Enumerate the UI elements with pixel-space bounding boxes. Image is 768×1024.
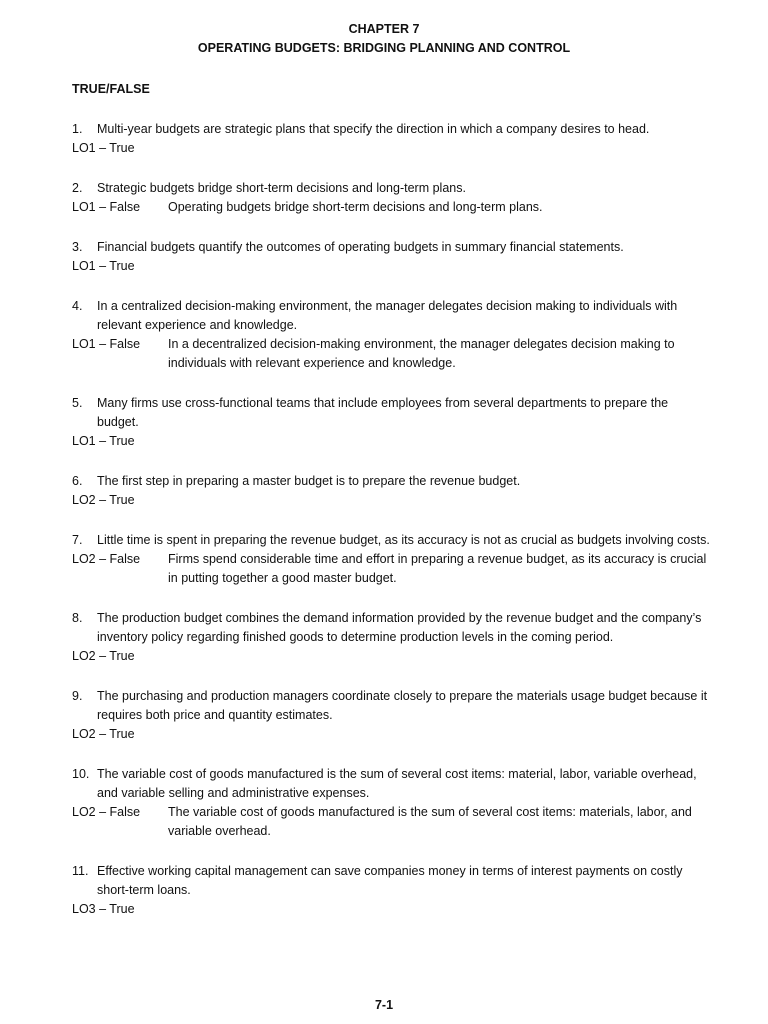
question-text: The first step in preparing a master budget is to prepare the revenue budget. — [97, 474, 521, 488]
question-item-2 — [72, 179, 712, 217]
question-text: Little time is spent in preparing the revenue budget, as its accuracy is not as crucial as budgets involving costs. — [97, 533, 710, 547]
question-item-1 — [72, 120, 712, 158]
section-heading: TRUE/FALSE — [72, 82, 150, 96]
question-text: The variable cost of goods manufactured is the sum of several cost items: material, labor, variable overhead, and variable selling and administrative expenses. — [97, 767, 697, 800]
question-text: The purchasing and production managers coordinate closely to prepare the materials usage budget because it requires both price and quantity estimates. — [97, 689, 708, 722]
question-item-11 — [72, 862, 712, 919]
question-text: Multi-year budgets are strategic plans that specify the direction in which a company desires to head. — [97, 122, 650, 136]
answer-explanation: Operating budgets bridge short-term decisions and long-term plans. — [168, 200, 543, 214]
question-number: 8. — [72, 611, 83, 625]
question-text: Effective working capital management can save companies money in terms of interest payments on costly short-term loans. — [97, 864, 683, 897]
answer-label: LO2 – False — [72, 805, 141, 819]
question-item-8 — [72, 609, 712, 666]
answer-label: LO1 – False — [72, 337, 141, 351]
question-text: Many firms use cross-functional teams that include employees from several departments to prepare the budget. — [97, 396, 669, 429]
question-number: 6. — [72, 474, 83, 488]
chapter-title: OPERATING BUDGETS: BRIDGING PLANNING AND CONTROL — [197, 41, 571, 55]
question-number: 10. — [72, 767, 90, 781]
question-text: Strategic budgets bridge short-term decisions and long-term plans. — [97, 181, 466, 195]
chapter-header — [0, 20, 768, 58]
question-item-9 — [72, 687, 712, 744]
question-number: 4. — [72, 299, 83, 313]
question-item-7 — [72, 531, 712, 588]
answer-label: LO2 – False — [72, 552, 141, 566]
question-item-3 — [72, 238, 712, 276]
question-number: 9. — [72, 689, 83, 703]
answer-label: LO1 – True — [72, 141, 135, 155]
answer-explanation: In a decentralized decision-making environment, the manager delegates decision making to individuals with relevant experience and knowledge. — [168, 337, 675, 370]
question-text: In a centralized decision-making environment, the manager delegates decision making to individuals with relevant experience and knowledge. — [97, 299, 678, 332]
chapter-number: CHAPTER 7 — [348, 22, 420, 36]
question-item-10 — [72, 765, 712, 841]
answer-label: LO1 – False — [72, 200, 141, 214]
question-number: 2. — [72, 181, 83, 195]
answer-explanation: The variable cost of goods manufactured is the sum of several cost items: materials, labor, and variable overhead. — [168, 805, 692, 838]
answer-label: LO1 – True — [72, 434, 135, 448]
answer-explanation: Firms spend considerable time and effort in preparing a revenue budget, as its accuracy is crucial in putting together a good master budget. — [168, 552, 707, 585]
question-number: 5. — [72, 396, 83, 410]
answer-label: LO2 – True — [72, 727, 135, 741]
question-number: 3. — [72, 240, 83, 254]
question-item-4 — [72, 297, 712, 373]
question-item-5 — [72, 394, 712, 451]
question-item-6 — [72, 472, 712, 510]
page-number: 7-1 — [374, 998, 394, 1012]
question-number: 7. — [72, 533, 83, 547]
question-number: 11. — [72, 864, 89, 878]
answer-label: LO2 – True — [72, 649, 135, 663]
answer-label: LO2 – True — [72, 493, 135, 507]
question-number: 1. — [72, 122, 83, 136]
question-text: Financial budgets quantify the outcomes of operating budgets in summary financial statements. — [97, 240, 624, 254]
answer-label: LO1 – True — [72, 259, 135, 273]
question-list — [72, 120, 712, 940]
question-text: The production budget combines the demand information provided by the revenue budget and the company’s inventory policy regarding finished goods to determine production levels in the coming period. — [97, 611, 702, 644]
answer-label: LO3 – True — [72, 902, 135, 916]
